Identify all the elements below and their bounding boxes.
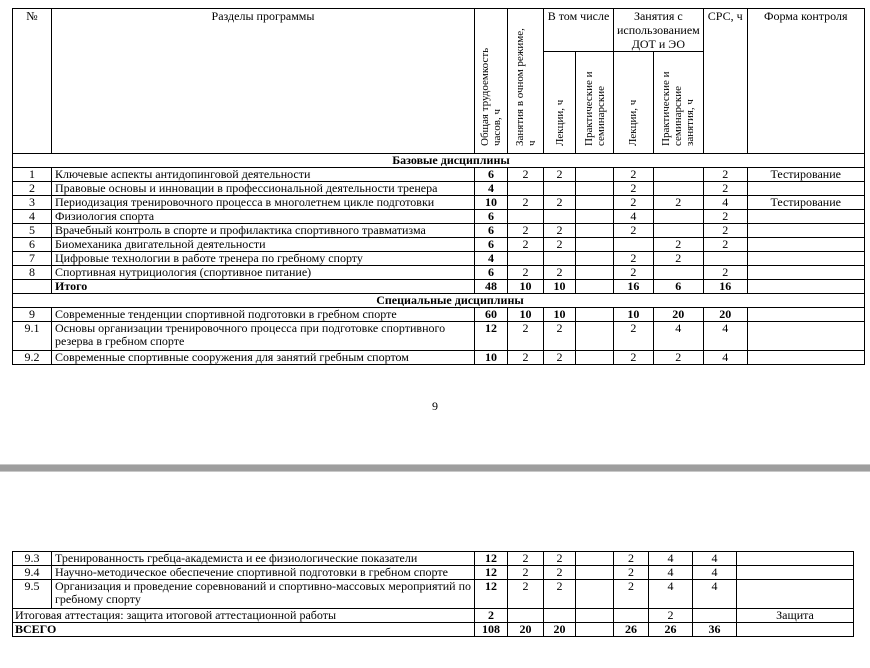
- table-row: [13, 196, 865, 210]
- cell-srs: 4: [693, 580, 737, 609]
- section-row-basic: [13, 154, 865, 168]
- section-title-special: Специальные дисциплины: [13, 294, 865, 308]
- cell-num: 3: [13, 196, 52, 210]
- cell-fulltime: [508, 609, 544, 623]
- basic-total-row: [13, 280, 865, 294]
- cell-control: [747, 182, 864, 196]
- cell-lect: 2: [544, 238, 576, 252]
- cell-fulltime: 2: [508, 196, 544, 210]
- cell-num: 4: [13, 210, 52, 224]
- cell-dot-prac: 2: [653, 252, 703, 266]
- cell-name: Периодизация тренировочного процесса в многолетнем цикле подготовки: [52, 196, 475, 210]
- cell-control: [747, 351, 864, 365]
- cell-prac: [576, 308, 614, 322]
- cell-lect: [544, 210, 576, 224]
- cell-fulltime: 2: [508, 266, 544, 280]
- cell-dot-prac: 4: [649, 580, 693, 609]
- cell-dot-prac: [653, 224, 703, 238]
- cell-srs: 20: [703, 308, 747, 322]
- cell-name: Спортивная нутрициология (спортивное питание): [52, 266, 475, 280]
- cell-num: 2: [13, 182, 52, 196]
- cell-control: Тестирование: [747, 196, 864, 210]
- table-row: [13, 351, 865, 365]
- cell-name: Врачебный контроль в спорте и профилактика спортивного травматизма: [52, 224, 475, 238]
- header-dot-practical: Практические и семинарские занятия, ч: [653, 52, 703, 154]
- cell-dot-prac: [653, 168, 703, 182]
- cell-prac: [576, 280, 614, 294]
- cell-srs: 4: [703, 196, 747, 210]
- cell-name: Правовые основы и инновации в профессиональной деятельности тренера: [52, 182, 475, 196]
- cell-control: [747, 308, 864, 322]
- cell-num: 9.2: [13, 351, 52, 365]
- cell-dot-lect: 2: [614, 252, 654, 266]
- cell-num: 1: [13, 168, 52, 182]
- cell-control: [747, 210, 864, 224]
- header-lectures: Лекции, ч: [544, 52, 576, 154]
- table-row: [13, 238, 865, 252]
- cell-fulltime: 2: [508, 238, 544, 252]
- cell-control: [747, 280, 864, 294]
- cell-name: Организация и проведение соревнований и спортивно-массовых мероприятий по гребному спорту: [52, 580, 475, 609]
- cell-prac: [576, 609, 614, 623]
- cell-name: Биомеханика двигательной деятельности: [52, 238, 475, 252]
- section-row-special: [13, 294, 865, 308]
- cell-fulltime: [508, 210, 544, 224]
- cell-lect: 10: [544, 280, 576, 294]
- cell-dot-lect: 16: [614, 280, 654, 294]
- cell-lect: 2: [544, 566, 576, 580]
- cell-control: [737, 580, 854, 609]
- cell-dot-prac: 6: [653, 280, 703, 294]
- cell-srs: 2: [703, 210, 747, 224]
- section-title-basic: Базовые дисциплины: [13, 154, 865, 168]
- cell-lect: 2: [544, 266, 576, 280]
- cell-control: Защита: [737, 609, 854, 623]
- cell-dot-prac: 4: [649, 552, 693, 566]
- cell-total: 12: [475, 322, 508, 351]
- cell-lect: 2: [544, 224, 576, 238]
- header-practical: Практические и семинарские: [576, 52, 614, 154]
- cell-control: [747, 266, 864, 280]
- cell-srs: 4: [693, 566, 737, 580]
- cell-control: [737, 623, 854, 637]
- cell-prac: [576, 224, 614, 238]
- cell-num: 9.3: [13, 552, 52, 566]
- curriculum-table-page-2: [12, 551, 854, 637]
- cell-dot-lect: 2: [614, 266, 654, 280]
- cell-dot-prac: 4: [649, 566, 693, 580]
- cell-fulltime: 20: [508, 623, 544, 637]
- cell-dot-prac: 2: [653, 196, 703, 210]
- cell-name: Физиология спорта: [52, 210, 475, 224]
- cell-name: Современные тенденции спортивной подготовки в гребном спорте: [52, 308, 475, 322]
- cell-num: 8: [13, 266, 52, 280]
- cell-fulltime: 2: [508, 168, 544, 182]
- cell-dot-lect: 2: [614, 322, 654, 351]
- cell-dot-prac: [653, 210, 703, 224]
- grand-total-row: [13, 623, 854, 637]
- cell-num: 6: [13, 238, 52, 252]
- cell-dot-lect: 4: [614, 210, 654, 224]
- table-row: [13, 566, 854, 580]
- table-row: [13, 182, 865, 196]
- cell-dot-lect: 2: [614, 552, 649, 566]
- cell-srs: 2: [703, 168, 747, 182]
- cell-lect: 2: [544, 580, 576, 609]
- cell-total: 60: [475, 308, 508, 322]
- page-number: 9: [432, 399, 438, 413]
- cell-prac: [576, 552, 614, 566]
- cell-dot-lect: 2: [614, 580, 649, 609]
- cell-prac: [576, 351, 614, 365]
- cell-total: 6: [475, 238, 508, 252]
- header-row-top: [13, 9, 865, 52]
- cell-prac: [576, 196, 614, 210]
- curriculum-table-page-1: [12, 8, 865, 365]
- header-sections: Разделы программы: [52, 9, 475, 154]
- cell-srs: [693, 609, 737, 623]
- cell-name: Современные спортивные сооружения для занятий гребным спортом: [52, 351, 475, 365]
- cell-lect: 10: [544, 308, 576, 322]
- cell-dot-prac: 20: [653, 308, 703, 322]
- cell-dot-lect: 2: [614, 196, 654, 210]
- cell-total: 10: [475, 351, 508, 365]
- cell-srs: 4: [703, 322, 747, 351]
- cell-total: 4: [475, 252, 508, 266]
- cell-name: Научно-методическое обеспечение спортивной подготовки в гребном спорте: [52, 566, 475, 580]
- cell-total: 4: [475, 182, 508, 196]
- cell-total: 48: [475, 280, 508, 294]
- cell-total: 10: [475, 196, 508, 210]
- cell-total: 12: [475, 580, 508, 609]
- cell-srs: 2: [703, 182, 747, 196]
- cell-prac: [576, 210, 614, 224]
- cell-prac: [576, 266, 614, 280]
- cell-name: Ключевые аспекты антидопинговой деятельности: [52, 168, 475, 182]
- cell-srs: 16: [703, 280, 747, 294]
- cell-dot-prac: [653, 182, 703, 196]
- table-row: [13, 552, 854, 566]
- cell-fulltime: [508, 182, 544, 196]
- header-dot-lectures: Лекции, ч: [614, 52, 654, 154]
- cell-fulltime: 2: [508, 580, 544, 609]
- cell-total: 108: [475, 623, 508, 637]
- table-row: [13, 168, 865, 182]
- cell-control: [737, 566, 854, 580]
- cell-total: 6: [475, 266, 508, 280]
- cell-fulltime: 10: [508, 308, 544, 322]
- cell-dot-lect: 10: [614, 308, 654, 322]
- cell-lect: 2: [544, 552, 576, 566]
- cell-dot-prac: 2: [649, 609, 693, 623]
- cell-name: Итого: [52, 280, 475, 294]
- cell-num: 7: [13, 252, 52, 266]
- attestation-row: [13, 609, 854, 623]
- cell-srs: 4: [693, 552, 737, 566]
- cell-dot-lect: 2: [614, 182, 654, 196]
- cell-srs: 2: [703, 238, 747, 252]
- cell-control: [747, 238, 864, 252]
- cell-name: Итоговая аттестация: защита итоговой аттестационной работы: [13, 609, 475, 623]
- cell-total: 6: [475, 168, 508, 182]
- cell-prac: [576, 322, 614, 351]
- cell-fulltime: 2: [508, 552, 544, 566]
- cell-srs: 2: [703, 266, 747, 280]
- cell-num: 5: [13, 224, 52, 238]
- cell-dot-lect: [614, 609, 649, 623]
- table-row: [13, 322, 865, 351]
- cell-prac: [576, 566, 614, 580]
- cell-dot-lect: 26: [614, 623, 649, 637]
- cell-lect: 2: [544, 196, 576, 210]
- cell-srs: 4: [703, 351, 747, 365]
- cell-prac: [576, 252, 614, 266]
- cell-fulltime: 2: [508, 322, 544, 351]
- cell-lect: 2: [544, 168, 576, 182]
- cell-dot-prac: 26: [649, 623, 693, 637]
- cell-prac: [576, 238, 614, 252]
- cell-dot-prac: [653, 266, 703, 280]
- cell-dot-lect: [614, 238, 654, 252]
- cell-prac: [576, 182, 614, 196]
- header-control: Форма контроля: [747, 9, 864, 154]
- page-separator: [0, 464, 870, 472]
- cell-lect: 2: [544, 322, 576, 351]
- header-num: №: [13, 9, 52, 154]
- special-rows-page-2: [13, 552, 854, 609]
- cell-dot-lect: 2: [614, 224, 654, 238]
- cell-dot-prac: 4: [653, 322, 703, 351]
- header-fulltime: Занятия в очном режиме, ч: [508, 9, 544, 154]
- cell-fulltime: [508, 252, 544, 266]
- cell-num: 9.1: [13, 322, 52, 351]
- cell-srs: 2: [703, 224, 747, 238]
- cell-name: Цифровые технологии в работе тренера по гребному спорту: [52, 252, 475, 266]
- cell-fulltime: 2: [508, 351, 544, 365]
- cell-dot-prac: 2: [653, 351, 703, 365]
- cell-control: [747, 224, 864, 238]
- cell-lect: [544, 252, 576, 266]
- cell-dot-lect: 2: [614, 168, 654, 182]
- table-row: [13, 210, 865, 224]
- cell-name: ВСЕГО: [13, 623, 475, 637]
- cell-prac: [576, 168, 614, 182]
- table-row: [13, 266, 865, 280]
- table-row: [13, 252, 865, 266]
- cell-total: 12: [475, 566, 508, 580]
- cell-total: 6: [475, 210, 508, 224]
- cell-srs: [703, 252, 747, 266]
- cell-lect: [544, 182, 576, 196]
- header-including: В том числе: [544, 9, 614, 52]
- cell-total: 12: [475, 552, 508, 566]
- cell-control: [737, 552, 854, 566]
- table-row: [13, 224, 865, 238]
- cell-dot-prac: 2: [653, 238, 703, 252]
- cell-prac: [576, 623, 614, 637]
- cell-total: 2: [475, 609, 508, 623]
- table-row: [13, 580, 854, 609]
- header-total: Общая трудоемкость часов, ч: [475, 9, 508, 154]
- cell-num: [13, 280, 52, 294]
- cell-srs: 36: [693, 623, 737, 637]
- cell-lect: [544, 609, 576, 623]
- special-rows-page-1: [13, 308, 865, 365]
- cell-control: [747, 322, 864, 351]
- cell-fulltime: 2: [508, 224, 544, 238]
- cell-lect: 2: [544, 351, 576, 365]
- header-dot: Занятия с использованием ДОТ и ЭО: [614, 9, 704, 52]
- cell-control: [747, 252, 864, 266]
- cell-name: Основы организации тренировочного процесса при подготовке спортивного резерва в гребном спорте: [52, 322, 475, 351]
- cell-prac: [576, 580, 614, 609]
- cell-name: Тренированность гребца-академиста и ее физиологические показатели: [52, 552, 475, 566]
- cell-num: 9: [13, 308, 52, 322]
- cell-num: 9.5: [13, 580, 52, 609]
- cell-control: Тестирование: [747, 168, 864, 182]
- cell-dot-lect: 2: [614, 351, 654, 365]
- cell-num: 9.4: [13, 566, 52, 580]
- cell-fulltime: 10: [508, 280, 544, 294]
- cell-total: 6: [475, 224, 508, 238]
- header-srs: СРС, ч: [703, 9, 747, 154]
- cell-dot-lect: 2: [614, 566, 649, 580]
- cell-fulltime: 2: [508, 566, 544, 580]
- table-row: [13, 308, 865, 322]
- basic-rows: [13, 168, 865, 280]
- cell-lect: 20: [544, 623, 576, 637]
